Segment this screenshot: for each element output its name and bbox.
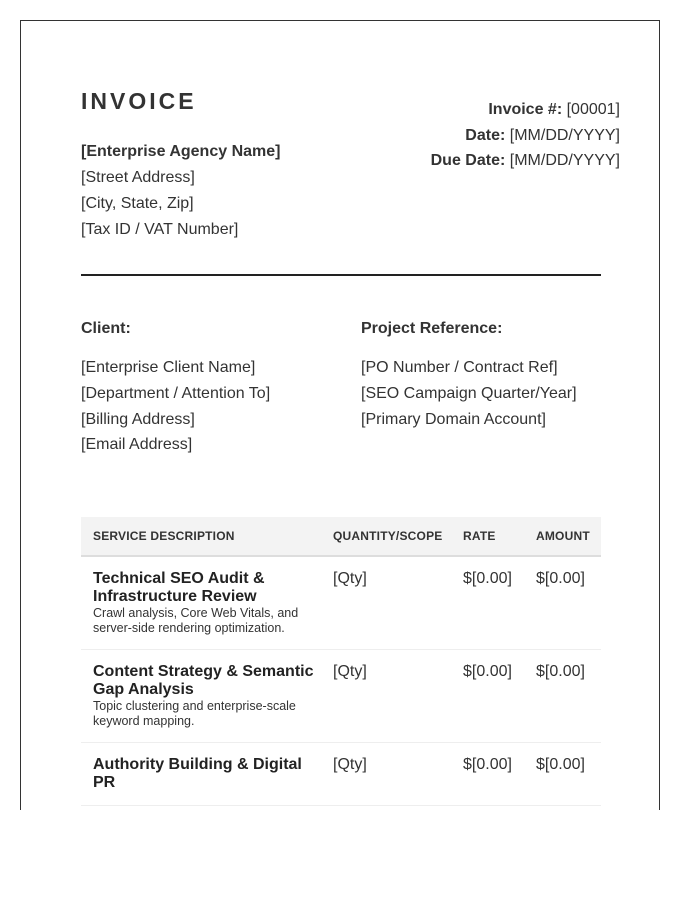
due-date-label: Due Date: (430, 152, 506, 169)
due-date-row (431, 148, 620, 174)
quantity-cell: [Qty] (321, 556, 451, 650)
service-cell (81, 650, 321, 743)
table-row (81, 743, 601, 806)
rate-cell: $[0.00] (451, 743, 524, 806)
invoice-number-row (431, 97, 620, 123)
project-heading: Project Reference: (361, 320, 503, 337)
client-email: [Email Address] (81, 436, 193, 454)
client-name: [Enterprise Client Name] (81, 359, 256, 376)
table-header-row (81, 517, 601, 556)
line-items-table (81, 517, 601, 806)
amount-cell: $[0.00] (524, 743, 601, 806)
service-title: Technical SEO Audit & Infrastructure Review (93, 570, 265, 605)
rate-cell: $[0.00] (451, 556, 524, 650)
agency-block (81, 139, 280, 243)
client-billing-address: [Billing Address] (81, 410, 195, 428)
invoice-date-value: [MM/DD/YYYY] (509, 126, 620, 144)
header-divider (81, 274, 601, 276)
invoice-number-value: [00001] (566, 101, 620, 118)
service-title: Authority Building & Digital PR (93, 756, 302, 791)
invoice-title: INVOICE (81, 88, 197, 114)
client-block (81, 319, 270, 458)
invoice-number-label: Invoice #: (488, 101, 563, 118)
due-date-value: [MM/DD/YYYY] (509, 152, 620, 169)
agency-name: [Enterprise Agency Name] (81, 143, 281, 160)
quantity-cell: [Qty] (321, 650, 451, 743)
service-title: Content Strategy & Semantic Gap Analysis (93, 663, 314, 698)
service-cell (81, 743, 321, 806)
invoice-date-label: Date: (465, 126, 506, 144)
amount-cell: $[0.00] (524, 556, 601, 650)
client-heading: Client: (81, 320, 131, 337)
project-campaign: [SEO Campaign Quarter/Year] (361, 384, 577, 402)
header-quantity: QUANTITY/SCOPE (321, 517, 451, 556)
agency-city: [City, State, Zip] (81, 195, 194, 212)
agency-tax-id: [Tax ID / VAT Number] (81, 221, 239, 238)
table-row (81, 556, 601, 650)
invoice-page (20, 20, 660, 810)
quantity-cell: [Qty] (321, 743, 451, 806)
service-description: Crawl analysis, Core Web Vitals, and server-side rendering optimization. (93, 606, 299, 635)
amount-cell: $[0.00] (524, 650, 601, 743)
invoice-date-row (431, 123, 620, 149)
header-amount: AMOUNT (524, 517, 601, 556)
project-po-number: [PO Number / Contract Ref] (361, 359, 558, 376)
invoice-meta (431, 97, 620, 174)
header-service-description: SERVICE DESCRIPTION (81, 517, 321, 556)
project-reference-block (361, 319, 577, 432)
service-description: Topic clustering and enterprise-scale keyword mapping. (93, 699, 296, 728)
rate-cell: $[0.00] (451, 650, 524, 743)
client-department: [Department / Attention To] (81, 384, 271, 402)
project-domain: [Primary Domain Account] (361, 410, 546, 428)
header-rate: RATE (451, 517, 524, 556)
table-row (81, 650, 601, 743)
service-cell (81, 556, 321, 650)
agency-street: [Street Address] (81, 169, 195, 186)
